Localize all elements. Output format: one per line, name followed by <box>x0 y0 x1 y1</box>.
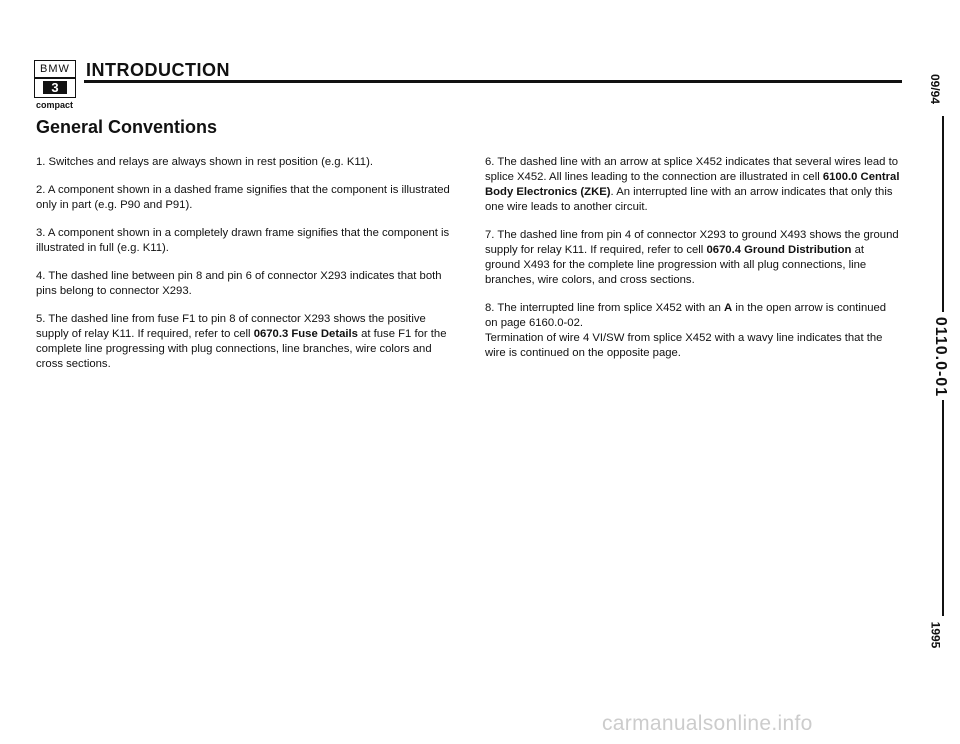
cell-ref-ground-distribution: 0670.4 Ground Distribution <box>706 244 852 256</box>
convention-8-text: 8. The interrupted line from splice X452 with an <box>485 302 725 314</box>
convention-6-text-end: . An interrupted line with an arrow indicates that only this one wire leads to another circuit. <box>485 186 893 213</box>
model-label: compact <box>36 100 74 110</box>
convention-6-text: 6. The dashed line with an arrow at splice X452 indicates that several wires lead to splice X452. All lines leading to the connection are illustrated in cell <box>485 156 898 183</box>
margin-rail <box>928 0 958 744</box>
convention-6 <box>485 155 900 215</box>
convention-8-termination: Termination of wire 4 VI/SW from splice X452 with a wavy line indicates that the wire is continued on the opposite page. <box>485 332 883 359</box>
logo-series-number: 3 <box>43 81 67 94</box>
logo-series-box <box>34 78 76 98</box>
convention-5-text: 5. The dashed line from fuse F1 to pin 8 of connector X293 shows the positive supply of relay K11. If required, refer to cell <box>36 313 426 340</box>
convention-2: 2. A component shown in a dashed frame signifies that the component is illustrated only in part (e.g. P90 and P91). <box>36 184 450 211</box>
margin-date: 09/94 <box>928 73 943 105</box>
watermark: carmanualsonline.info <box>602 712 813 735</box>
convention-8 <box>485 301 900 331</box>
convention-5 <box>36 312 454 372</box>
convention-8-text-end: in the open arrow is continued on page 6160.0-02. <box>485 302 887 329</box>
section-title: General Conventions <box>36 117 218 137</box>
margin-line-lower <box>942 400 944 616</box>
bmw-logo <box>34 60 76 98</box>
convention-4: 4. The dashed line between pin 8 and pin 6 of connector X293 indicates that both pins belong to connector X293. <box>36 270 442 297</box>
right-column <box>485 155 900 374</box>
cell-ref-fuse-details: 0670.3 Fuse Details <box>253 328 358 340</box>
arrow-label-a: A <box>724 302 733 314</box>
left-column <box>36 155 454 385</box>
convention-3: 3. A component shown in a completely drawn frame signifies that the component is illustrated in full (e.g. K11). <box>36 227 450 254</box>
convention-7 <box>485 228 900 288</box>
logo-brand-text: BMW <box>34 60 76 78</box>
margin-line-upper <box>942 116 944 312</box>
margin-year: 1995 <box>928 621 943 649</box>
convention-5-text-end: at fuse F1 for the complete line progressing with plug connections, line branches, wire colors and cross sections. <box>36 328 447 370</box>
header-rule <box>84 80 902 83</box>
cell-ref-central-body-electronics: 6100.0 Central Body Electronics (ZKE) <box>485 171 900 198</box>
convention-1: 1. Switches and relays are always shown in rest position (e.g. K11). <box>36 156 373 168</box>
header-title: INTRODUCTION <box>86 60 230 80</box>
margin-page-code: 0110.0-01 <box>932 316 950 398</box>
convention-7-text-end: at ground X493 for the complete line progression with all plug connections, line branches, wire colors, and cross sections. <box>485 244 867 286</box>
convention-7-text: 7. The dashed line from pin 4 of connector X293 to ground X493 shows the ground supply for relay K11. If required, refer to cell <box>485 229 899 256</box>
